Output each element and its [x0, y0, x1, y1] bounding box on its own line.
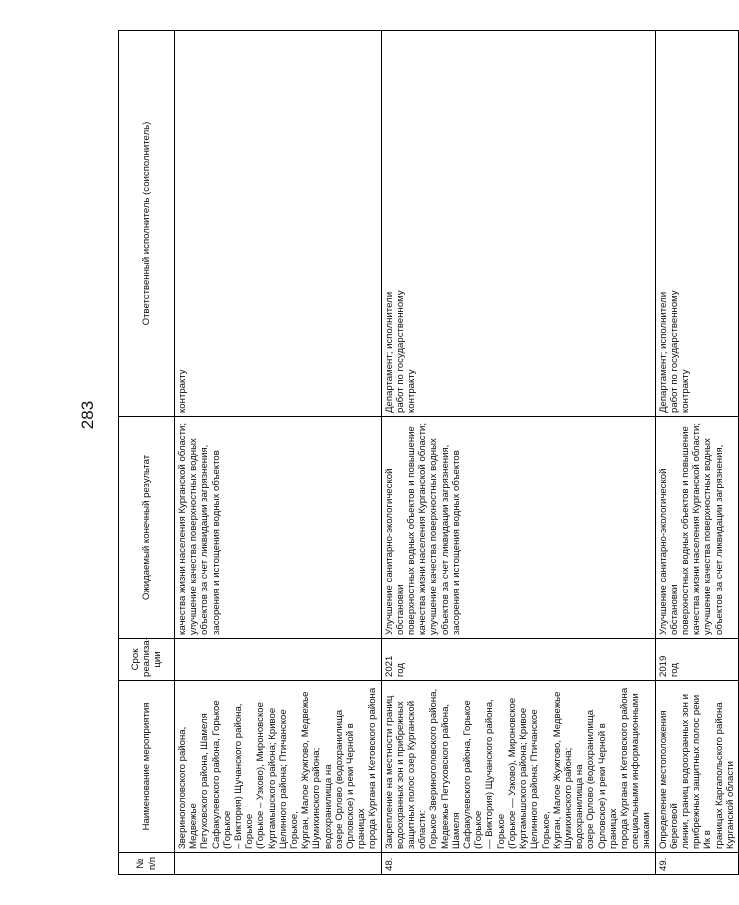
table-header-row: [119, 31, 175, 875]
row-result: Улучшение санитарно-экологической обстановки поверхностных водных объектов и повышение качества жизни населения Курганской области; улучшение качества поверхностных водных объектов за счет ликвидации загрязнения,: [655, 417, 738, 639]
row-name: Закрепление на местности границ водоохранных зон и прибрежных защитных полос озер Курганской области: Горькое Звериноголовского района, Медвежье Петуховского района, Шамеля Сафакулевского района, Горькое (Горькое — Виктория) Щучанского района, Горькое (Горькое — Узково), Мироновское Куртамышского района; Кривое Целинного района; Птичанское Горькое, Курган, Малое Жужгово, Медвежье Шумихинского района; водохранилища на озере Орлово (водохранилища Орловское) и реки Черной в границах города Кургана и Кетовского района специальными информационными знаками: [381, 681, 655, 853]
row-num: 49.: [655, 853, 738, 875]
rotated-table-container: [118, 30, 736, 875]
row-num: [175, 853, 382, 875]
row-name: Звериноголовского района, Медвежье Петуховского района, Шамеля Сафакулевского района, Горькое (Горькое – Виктория) Щучанского района, Горькое (Горькое – Узково), Мироновское Куртамышского района; Кривое Целинного района; Птичанское Горькое, Курган, Малое Жужгово, Медвежье Шумихинского района; водохранилища на озере Орлово (водохранилища Орловское) и реки Черной в границах города Кургана и Кетовского района: [175, 681, 382, 853]
row-result: Улучшение санитарно-экологической обстановки поверхностных водных объектов и повышение качества жизни населения Курганской области; улучшение качества поверхностных водных объектов за счет ликвидации загрязнения, засорения и истощения водных объектов: [381, 417, 655, 639]
row-executor: контракту: [175, 31, 382, 417]
table-row: [655, 31, 738, 875]
table-row: [381, 31, 655, 875]
page-number: 283: [78, 400, 98, 430]
row-term: 2019 год: [655, 639, 738, 681]
row-executor: Департамент; исполнители работ по государственному контракту: [655, 31, 738, 417]
header-name: Наименование мероприятия: [119, 681, 175, 853]
row-term: 2021 год: [381, 639, 655, 681]
row-name: Определение местоположения береговой линии, границ водоохранных зон и прибрежных защитных полос реки Ик в границах Каргапольского района Курганской области: [655, 681, 738, 853]
measures-table: [118, 30, 739, 875]
row-num: 48.: [381, 853, 655, 875]
row-executor: Департамент; исполнители работ по государственному контракту: [381, 31, 655, 417]
table-row: [175, 31, 382, 875]
row-term: [175, 639, 382, 681]
header-term: Срок реализа-ции: [119, 639, 175, 681]
row-result: качества жизни населения Курганской области; улучшение качества поверхностных водных объектов за счет ликвидации загрязнения, засорения и истощения водных объектов: [175, 417, 382, 639]
header-num: № п/п: [119, 853, 175, 875]
header-result: Ожидаемый конечный результат: [119, 417, 175, 639]
header-executor: Ответственный исполнитель (соисполнитель): [119, 31, 175, 417]
